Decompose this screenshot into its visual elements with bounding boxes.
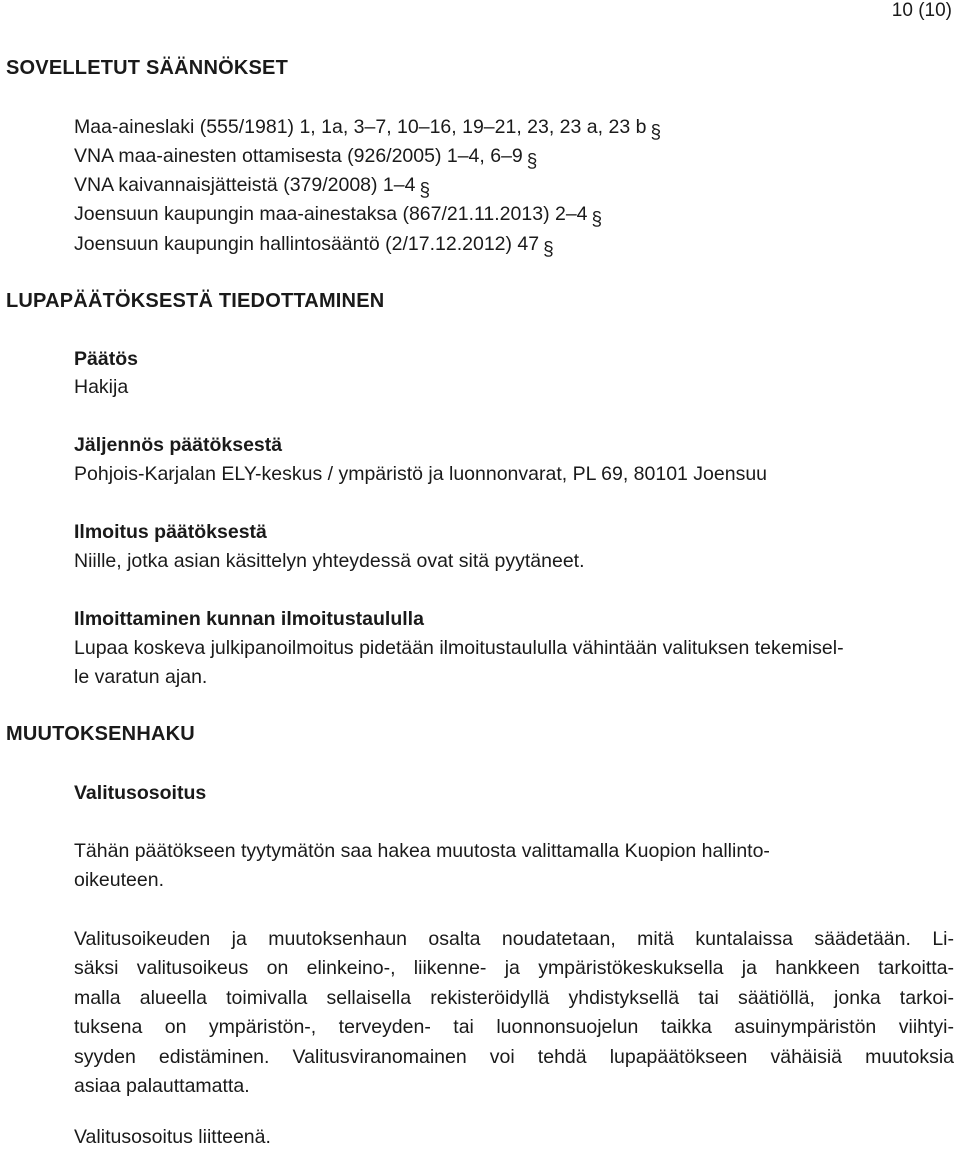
board-label: Ilmoittaminen kunnan ilmoitustaululla	[74, 608, 424, 630]
rule-item: Joensuun kaupungin maa-ainestaksa (867/21.11.2013) 2–4 §	[74, 203, 603, 230]
copy-label: Jäljennös päätöksestä	[74, 434, 283, 456]
appeal-para2-line: asiaa palauttamatta.	[74, 1075, 250, 1098]
attachment-note: Valitusosoitus liitteenä.	[74, 1126, 271, 1148]
rule-item: VNA kaivannaisjätteistä (379/2008) 1–4 §	[74, 174, 431, 201]
appeal-para2-line: syyden edistäminen. Valitusviranomainen voi tehdä lupapäätökseen vähäisiä muutoksia	[74, 1045, 954, 1068]
notice-value: Niille, jotka asian käsittelyn yhteydessä ovat sitä pyytäneet.	[74, 550, 585, 572]
appeal-para2-line: säksi valitusoikeus on elinkeino-, liikenne- ja ympäristökeskuksella ja hankkeen tarkoitta-	[74, 957, 954, 980]
section-symbol: §	[526, 151, 538, 172]
appeal-para1-line: Tähän päätökseen tyytymätön saa hakea muutosta valittamalla Kuopion hallinto-	[74, 840, 770, 862]
notification-heading: LUPAPÄÄTÖKSESTÄ TIEDOTTAMINEN	[6, 290, 385, 312]
appeal-para2-line: tuksena on ympäristön-, terveyden- tai luonnonsuojelun taikka asuinympäristön viihtyi-	[74, 1016, 954, 1039]
rule-item: Joensuun kaupungin hallintosääntö (2/17.12.2012) 47 §	[74, 233, 554, 260]
section-symbol: §	[591, 209, 603, 230]
appeal-para1-line: oikeuteen.	[74, 869, 164, 891]
instructions-label: Valitusosoitus	[74, 782, 207, 804]
rule-item: VNA maa-ainesten ottamisesta (926/2005) 1–4, 6–9 §	[74, 145, 538, 172]
section-symbol: §	[419, 180, 431, 201]
board-text-line: le varatun ajan.	[74, 666, 208, 688]
decision-label: Päätös	[74, 348, 138, 370]
applied-rules-heading: SOVELLETUT SÄÄNNÖKSET	[6, 57, 288, 79]
board-text-line: Lupaa koskeva julkipanoilmoitus pidetään ilmoitustaululla vähintään valituksen tekemisel-	[74, 637, 844, 659]
page-number: 10 (10)	[891, 0, 952, 21]
appeal-paragraph	[74, 925, 954, 1101]
section-symbol: §	[650, 122, 662, 143]
appeal-heading: MUUTOKSENHAKU	[6, 723, 195, 745]
copy-value: Pohjois-Karjalan ELY-keskus / ympäristö ja luonnonvarat, PL 69, 80101 Joensuu	[74, 463, 768, 485]
decision-value: Hakija	[74, 376, 129, 398]
appeal-para2-line: Valitusoikeuden ja muutoksenhaun osalta noudatetaan, mitä kuntalaissa säädetään. Li-	[74, 928, 954, 950]
section-symbol: §	[543, 239, 554, 260]
appeal-para2-line: malla alueella toimivalla sellaisella rekisteröidyllä yhdistyksellä tai säätiöllä, jonka tarkoi-	[74, 986, 954, 1009]
notice-label: Ilmoitus päätöksestä	[74, 521, 267, 543]
rule-item: Maa-aineslaki (555/1981) 1, 1a, 3–7, 10–16, 19–21, 23, 23 a, 23 b §	[74, 116, 662, 143]
